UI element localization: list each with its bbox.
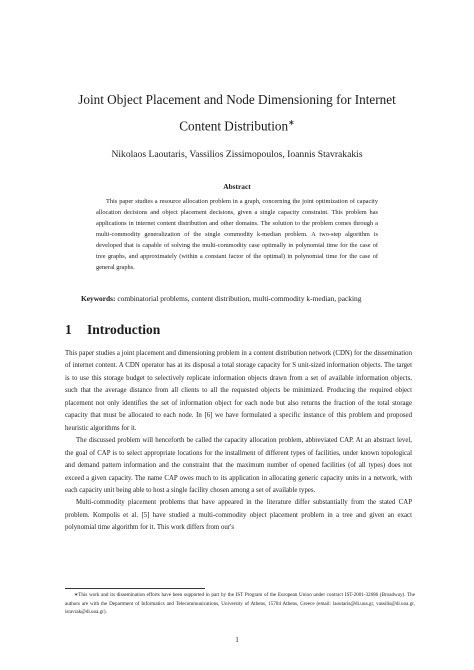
- section-title: Introduction: [87, 322, 161, 337]
- body-paragraph: Multi-commodity placement problems that have appeared in the literature differ substantially from the stated CAP problem. Kompolis et al. [5] have studied a multi-commodity object placement problem in a tree and given an exact polynomial time algorithm for it. This work differs from our's: [65, 499, 412, 532]
- footnote: [65, 591, 415, 617]
- title-line-2-text: Content Distribution: [179, 118, 289, 134]
- footnote-text: ∗This work and its dissemination efforts have been supported in part by the IST Program of the European Union under contract IST-2001-32686 (Broadway). The authors are with the Department of Informatics and Telecommunications, University of Athens, 15784 Athens, Greece (email: laoutaris@di.uoa.gr, vassilis@di.uoa.gr, istavrak@di.uoa.gr).: [65, 592, 415, 616]
- keywords-text: combinatorial problems, content distribution, multi-commodity k-median, packing: [117, 294, 362, 303]
- body-paragraph: This paper studies a joint placement and dimensioning problem in a content distribution network (CDN) for the dissemination of internet content. A CDN operator has at its disposal a total storage capacity for S unit-sized information objects. The target is to use this storage budget to selectively replicate information objects drawn from a set of available information objects, such that the average distance from all clients to all the requested objects be minimized. Producing the required object placement not only identifies the set of information object for each node but also returns the fraction of the total storage capacity that must be allocated to each node. In [6] we have formulated a specific instance of this problem and proposed heuristic algorithms for it.: [65, 350, 412, 432]
- body-paragraph: The discussed problem will henceforth be called the capacity allocation problem, abbreviated CAP. At an abstract level, the goal of CAP is to select appropriate locations for the installment of different types of facilities, under known topological and demand pattern information and the constraint that the maximum number of opened facilities (of all types) does not exceed a given capacity. The name CAP owes much to its application in allocating generic capacity units in a network, with each capacity unit being able to host a single facility chosen among a set of available types.: [65, 437, 412, 494]
- keywords-line: [81, 294, 401, 303]
- author-list: Nikolaos Laoutaris, Vassilios Zissimopoulos, Ioannis Stavrakakis: [111, 149, 363, 160]
- abstract-paragraph: This paper studies a resource allocation problem in a graph, concerning the joint optimization of capacity allocation decisions and object placement decisions, given a single capacity constraint. This problem has applications in internet content distribution and other domains. The solution to the problem comes through a multi-commodity generalization of the single commodity k-median problem. A two-step algorithm is developed that is capable of solving the multi-commodity case optimally in polynomial time for the case of tree graphs, and approximately (within a constant factor of the optimal) in polynomial time for the case of general graphs.: [96, 198, 378, 271]
- abstract-heading: Abstract: [223, 182, 251, 191]
- abstract-text: [96, 196, 378, 273]
- section-heading: [65, 322, 160, 338]
- title-line-2: [40, 111, 434, 137]
- keywords-label: Keywords:: [81, 294, 116, 303]
- paper-title: [40, 88, 434, 137]
- page-number: 1: [235, 636, 239, 644]
- footnote-divider: [65, 588, 205, 589]
- section-number: 1: [65, 322, 72, 337]
- section-body: [65, 348, 412, 535]
- title-footnote-mark: ∗: [288, 118, 295, 127]
- title-line-1: Joint Object Placement and Node Dimensioning for Internet: [78, 92, 396, 107]
